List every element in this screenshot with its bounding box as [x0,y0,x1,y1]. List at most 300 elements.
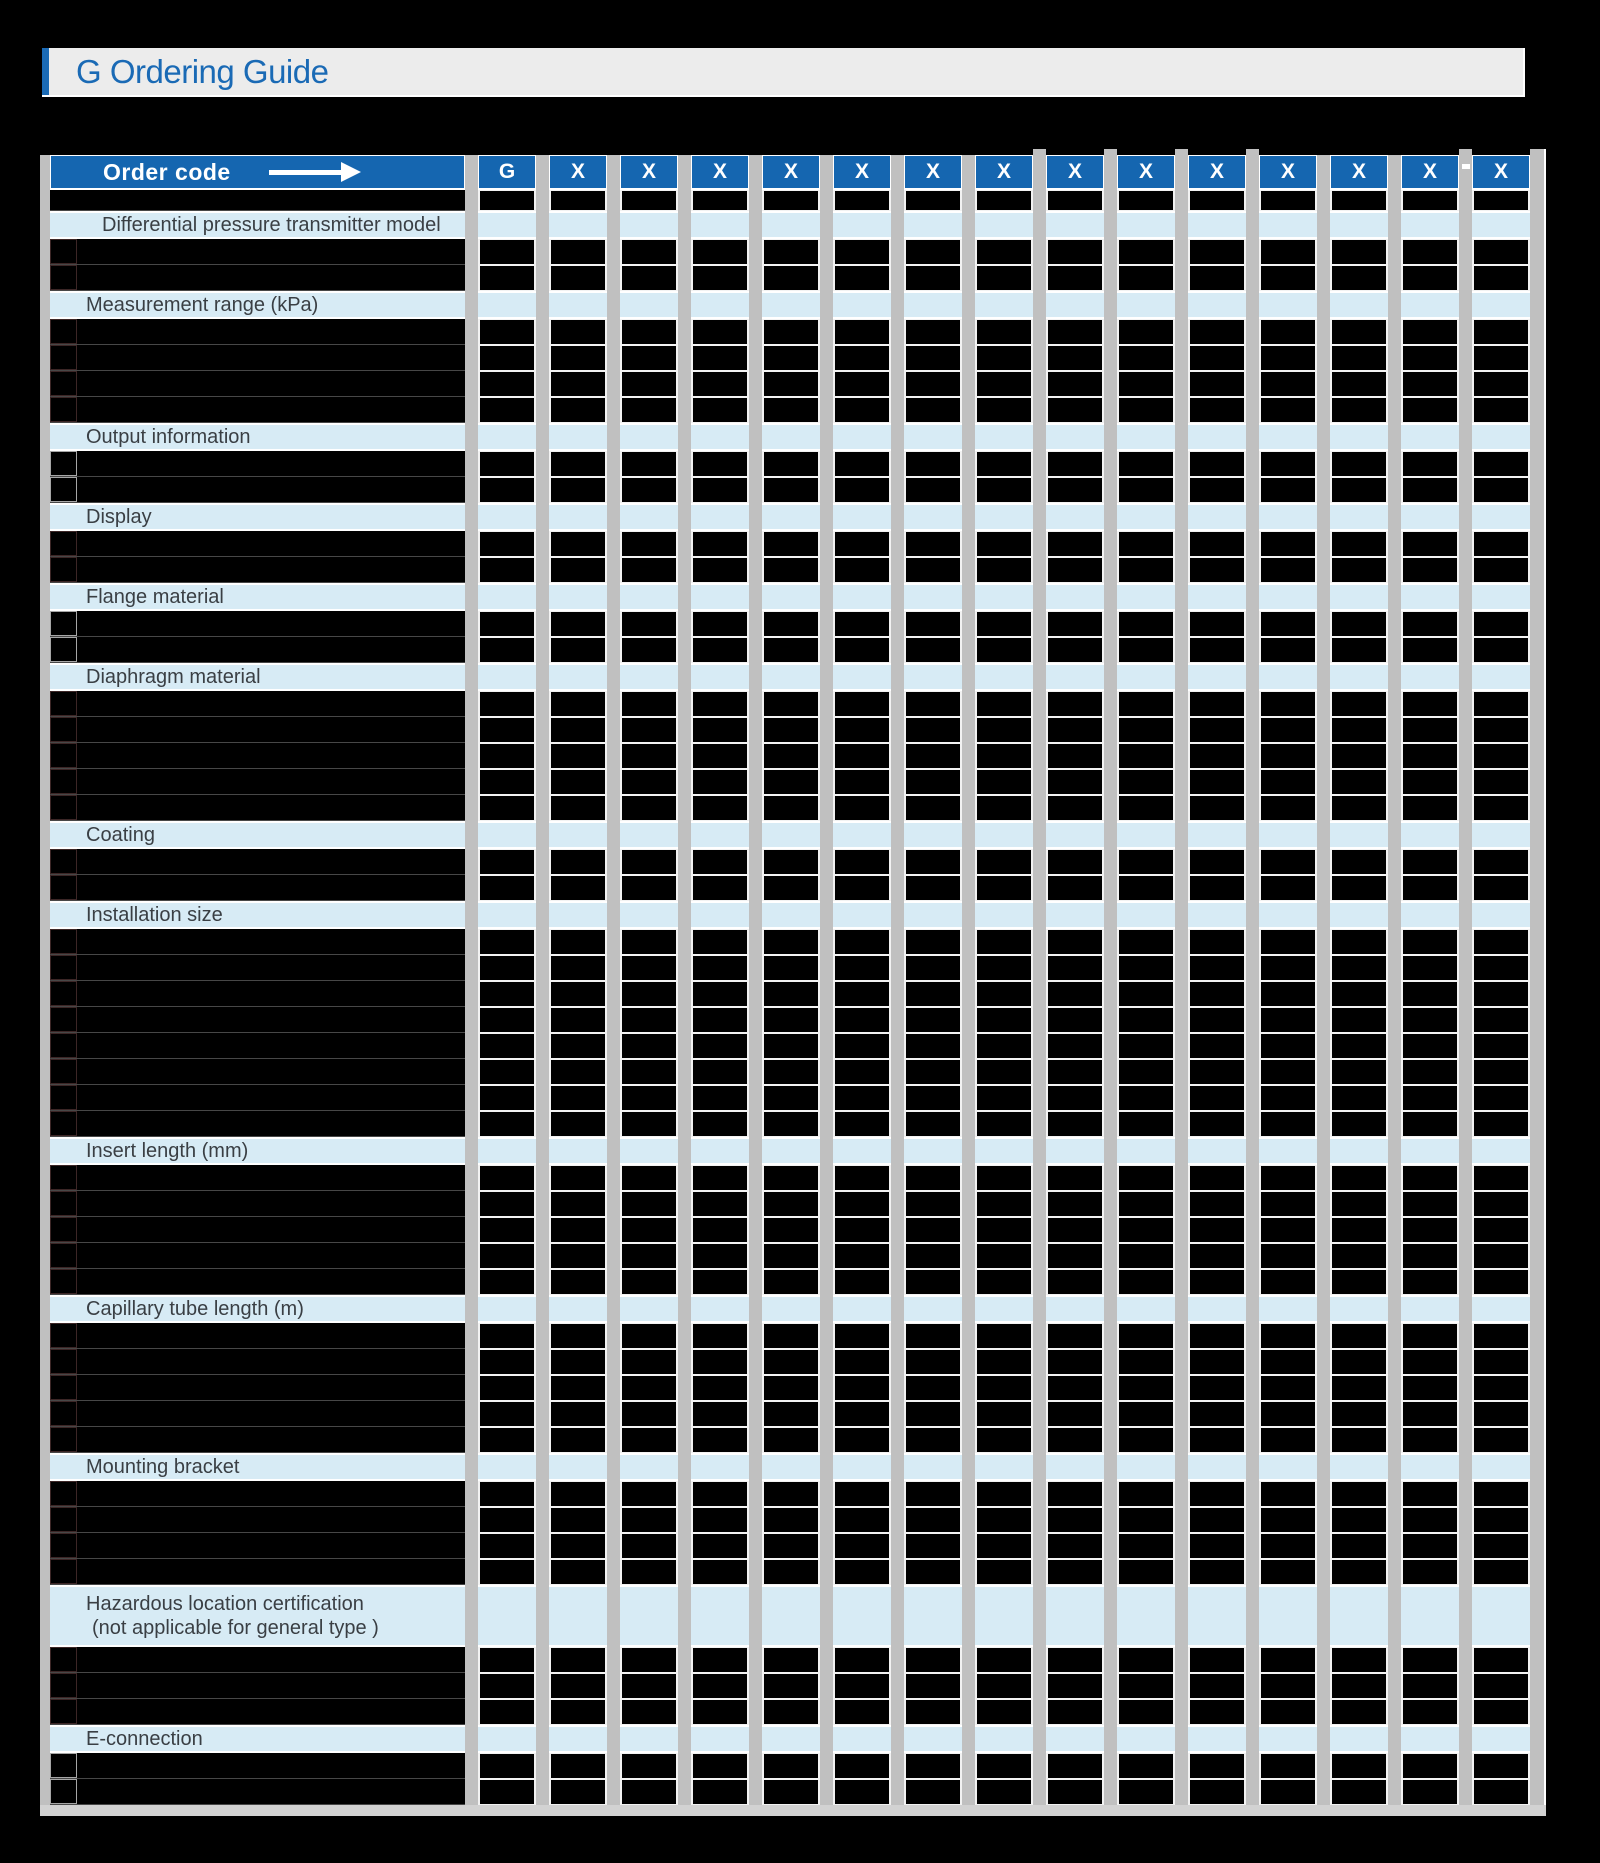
option-code-cell [1188,981,1246,1007]
option-code-cell [1188,1673,1246,1699]
option-code-cell [620,1753,678,1779]
option-code-cell [1330,1007,1388,1033]
option-code-cell [1188,929,1246,955]
option-code-cell [1330,849,1388,875]
order-column-header: X [1117,155,1175,190]
option-code-cell [1330,1085,1388,1111]
option-code-cell [904,1085,962,1111]
option-code-cell [1188,1269,1246,1295]
option-code-cell [1117,477,1175,503]
option-code-cell [620,345,678,371]
section-band [50,211,1530,239]
option-code-cell [549,769,607,795]
option-code-cell [1472,1165,1530,1191]
option-code-cell [1472,1507,1530,1533]
option-row [40,397,1546,423]
option-code-cell [1188,1533,1246,1559]
section-band [50,1453,1530,1481]
option-code-cell [1046,1673,1104,1699]
option-code-cell [904,743,962,769]
left-pad [40,1085,50,1111]
option-code-cell [1188,611,1246,637]
option-code-cell [691,1349,749,1375]
option-label-cell [50,769,465,795]
option-code-cell [1401,1533,1459,1559]
left-pad [40,397,50,423]
option-code-cell [549,717,607,743]
option-code-box [50,875,77,900]
option-code-cell [691,1699,749,1725]
section-label: Installation size [86,904,223,926]
option-code-cell [549,1033,607,1059]
option-code-cell [620,1647,678,1673]
option-code-cell [1401,1507,1459,1533]
option-label-cell [50,1111,465,1137]
option-code-cell [691,1191,749,1217]
option-code-cell [478,1559,536,1585]
option-code-cell [1472,1007,1530,1033]
option-code-cell [1401,319,1459,345]
code-area [478,1507,1530,1533]
option-code-cell [833,981,891,1007]
option-code-cell [549,345,607,371]
option-code-cell [1330,531,1388,557]
option-code-cell [1330,451,1388,477]
option-code-cell [1117,743,1175,769]
option-code-box [50,1401,77,1426]
option-code-cell [1188,265,1246,291]
left-pad [40,451,50,477]
option-row [40,1481,1546,1507]
option-code-cell [762,1481,820,1507]
option-code-cell [1472,1111,1530,1137]
option-code-cell [975,1033,1033,1059]
option-row [40,1753,1546,1779]
left-pad [40,190,50,211]
option-code-cell [478,929,536,955]
option-code-cell [762,1323,820,1349]
option-row [40,1647,1546,1673]
code-area [478,1111,1530,1137]
option-code-cell [691,1533,749,1559]
option-code-cell [762,795,820,821]
left-pad [40,1725,50,1753]
option-code-cell [1259,769,1317,795]
option-code-cell [833,1007,891,1033]
option-code-cell [549,397,607,423]
option-code-cell [833,875,891,901]
option-code-cell [904,1059,962,1085]
option-row [40,637,1546,663]
code-area [478,265,1530,291]
option-code-cell [975,1559,1033,1585]
option-code-cell [1472,1647,1530,1673]
option-code-box [50,1323,77,1348]
option-row [40,319,1546,345]
option-code-cell [975,239,1033,265]
option-code-cell [1117,1323,1175,1349]
option-code-cell [833,1401,891,1427]
option-code-cell [1401,1401,1459,1427]
option-code-cell [478,397,536,423]
option-code-cell [975,875,1033,901]
option-code-cell [762,531,820,557]
option-code-cell [1188,1059,1246,1085]
option-label-cell [50,849,465,875]
section-band-row [40,821,1546,849]
option-code-cell [549,1269,607,1295]
option-code-cell [549,1007,607,1033]
left-pad [40,211,50,239]
code-area [478,1085,1530,1111]
option-code-cell [1330,1323,1388,1349]
option-code-cell [691,1753,749,1779]
option-code-cell [1330,239,1388,265]
option-code-cell [1117,769,1175,795]
option-label-cell [50,1779,465,1805]
code-area [478,637,1530,663]
option-code-cell [620,1217,678,1243]
option-code-cell [1117,691,1175,717]
option-label-cell [50,557,465,583]
option-code-cell [1330,557,1388,583]
option-code-box [50,955,77,980]
option-label-cell [50,637,465,663]
option-row [40,451,1546,477]
left-pad [40,1507,50,1533]
option-code-cell [975,1191,1033,1217]
option-code-cell [904,1111,962,1137]
option-code-cell [833,1427,891,1453]
option-code-cell [833,637,891,663]
option-code-cell [549,929,607,955]
option-code-cell [1259,531,1317,557]
option-code-cell [1188,371,1246,397]
option-code-cell [1188,1085,1246,1111]
option-code-cell [1472,1059,1530,1085]
option-code-cell [478,1269,536,1295]
option-code-cell [762,1269,820,1295]
option-code-cell [833,1085,891,1111]
option-code-cell [1117,929,1175,955]
left-pad [40,345,50,371]
option-code-cell [1046,1269,1104,1295]
order-column-header: X [1259,155,1317,190]
option-code-cell [1117,955,1175,981]
option-row [40,1699,1546,1725]
order-code-label: Order code [103,158,231,185]
option-code-cell [1259,1401,1317,1427]
option-code-cell [691,717,749,743]
option-code-cell [1046,1699,1104,1725]
option-code-cell [904,1647,962,1673]
option-code-box [50,637,77,662]
option-code-cell [691,1217,749,1243]
option-code-cell [1117,795,1175,821]
option-row [40,1533,1546,1559]
option-code-cell [620,1191,678,1217]
option-code-cell [975,717,1033,743]
option-code-cell [1117,451,1175,477]
option-code-cell [1330,1533,1388,1559]
option-code-cell [478,1507,536,1533]
spacer-code-cell [833,190,891,211]
section-band-row [40,583,1546,611]
option-code-cell [1330,1349,1388,1375]
option-label-cell [50,1401,465,1427]
option-code-cell [1046,1111,1104,1137]
option-code-cell [549,1699,607,1725]
option-code-cell [1046,1191,1104,1217]
option-code-cell [478,1481,536,1507]
option-code-cell [1259,1533,1317,1559]
option-code-cell [1330,1779,1388,1805]
option-code-cell [1401,691,1459,717]
option-code-cell [478,691,536,717]
option-code-cell [762,477,820,503]
spacer-code-cell [1188,190,1246,211]
option-code-cell [549,1111,607,1137]
option-code-cell [1401,1111,1459,1137]
left-pad [40,1033,50,1059]
option-code-cell [833,1559,891,1585]
option-code-cell [478,1033,536,1059]
section-label: Differential pressure transmitter model [102,214,441,236]
left-pad [40,1349,50,1375]
option-code-cell [975,1699,1033,1725]
option-code-cell [691,955,749,981]
option-label-cell [50,477,465,503]
option-code-cell [1330,1699,1388,1725]
option-code-cell [1046,531,1104,557]
option-code-cell [620,1111,678,1137]
option-code-box [50,397,77,422]
option-code-cell [1330,955,1388,981]
option-code-cell [833,929,891,955]
option-code-cell [1401,397,1459,423]
option-code-cell [620,1033,678,1059]
option-code-cell [975,611,1033,637]
option-code-cell [478,1647,536,1673]
left-pad [40,1673,50,1699]
option-code-cell [833,477,891,503]
left-pad [40,691,50,717]
option-code-cell [762,345,820,371]
option-code-cell [691,981,749,1007]
option-code-cell [1401,531,1459,557]
left-pad [40,1059,50,1085]
table-rows [40,155,1546,1805]
option-code-cell [549,1559,607,1585]
option-code-cell [762,1085,820,1111]
option-code-cell [1259,1559,1317,1585]
order-column-header: X [762,155,820,190]
left-pad [40,155,50,190]
option-code-cell [1117,981,1175,1007]
option-code-cell [904,955,962,981]
option-code-cell [833,743,891,769]
option-code-cell [1259,1269,1317,1295]
option-code-cell [1046,981,1104,1007]
option-code-cell [1401,875,1459,901]
option-code-cell [1401,769,1459,795]
spacer-code-cell [1401,190,1459,211]
option-code-cell [1259,1111,1317,1137]
option-code-cell [478,1753,536,1779]
option-label-cell [50,1269,465,1295]
option-code-cell [833,319,891,345]
option-code-cell [691,531,749,557]
order-column-header: X [1472,155,1530,190]
option-code-cell [620,1349,678,1375]
option-label-cell [50,1699,465,1725]
section-label: E-connection [86,1728,203,1750]
left-pad [40,1753,50,1779]
option-code-cell [975,1647,1033,1673]
option-code-cell [1259,1647,1317,1673]
option-code-cell [1188,1401,1246,1427]
left-pad [40,1243,50,1269]
option-code-cell [975,1007,1033,1033]
option-code-cell [975,451,1033,477]
option-code-cell [1046,397,1104,423]
option-code-cell [1046,1349,1104,1375]
option-code-cell [549,1779,607,1805]
code-area [478,981,1530,1007]
order-column-header: X [1188,155,1246,190]
option-code-cell [1259,239,1317,265]
option-code-cell [975,531,1033,557]
spacer-code-cell [1046,190,1104,211]
option-code-cell [1401,1243,1459,1269]
option-code-cell [1117,1349,1175,1375]
option-code-cell [620,1779,678,1805]
option-code-cell [1472,1033,1530,1059]
option-code-cell [1401,1779,1459,1805]
option-code-cell [1188,1033,1246,1059]
left-pad [40,1533,50,1559]
section-band-row [40,503,1546,531]
option-code-cell [1401,743,1459,769]
option-code-cell [1117,1481,1175,1507]
option-code-cell [975,1269,1033,1295]
option-code-cell [1188,531,1246,557]
code-area [478,1007,1530,1033]
option-code-cell [1259,1007,1317,1033]
option-code-cell [1330,1243,1388,1269]
option-code-cell [904,397,962,423]
option-code-cell [1472,345,1530,371]
code-area [478,1059,1530,1085]
left-pad [40,743,50,769]
option-code-cell [904,637,962,663]
code-area [478,190,1530,211]
option-code-cell [549,1085,607,1111]
option-code-cell [1472,371,1530,397]
option-code-cell [833,1059,891,1085]
option-code-box [50,1033,77,1058]
option-code-cell [549,265,607,291]
option-code-cell [904,1673,962,1699]
option-code-cell [833,1323,891,1349]
option-row [40,769,1546,795]
option-code-cell [620,1699,678,1725]
code-area [478,557,1530,583]
option-code-cell [1117,1165,1175,1191]
option-code-cell [1117,1753,1175,1779]
option-code-cell [1117,239,1175,265]
option-code-cell [1117,319,1175,345]
option-code-cell [1259,319,1317,345]
option-code-cell [1188,717,1246,743]
option-code-cell [1188,1165,1246,1191]
section-label: Display [86,506,152,528]
section-band [50,583,1530,611]
option-row [40,531,1546,557]
title-bar [42,48,1525,97]
option-code-cell [762,1217,820,1243]
option-code-cell [762,239,820,265]
section-label: Insert length (mm) [86,1140,249,1162]
option-code-box [50,239,77,264]
option-code-cell [1188,849,1246,875]
spacer-code-cell [1330,190,1388,211]
option-code-cell [1330,1427,1388,1453]
code-area [478,1481,1530,1507]
option-code-cell [1472,397,1530,423]
option-code-cell [620,769,678,795]
option-label-cell [50,875,465,901]
option-code-cell [1188,1349,1246,1375]
option-code-cell [1188,1427,1246,1453]
option-code-cell [691,743,749,769]
left-pad [40,1217,50,1243]
option-code-cell [549,1243,607,1269]
option-code-cell [1046,1753,1104,1779]
option-code-cell [620,477,678,503]
option-row [40,1375,1546,1401]
option-code-cell [904,1533,962,1559]
option-code-cell [1259,1191,1317,1217]
option-code-cell [904,557,962,583]
option-code-cell [549,1673,607,1699]
option-code-cell [833,1349,891,1375]
option-code-cell [762,691,820,717]
left-pad [40,319,50,345]
section-band [50,821,1530,849]
option-row [40,1033,1546,1059]
option-label-cell [50,981,465,1007]
option-code-box [50,345,77,370]
order-column-header: X [620,155,678,190]
option-code-cell [762,1033,820,1059]
option-code-cell [549,557,607,583]
section-label: Mounting bracket [86,1456,240,1478]
option-code-cell [620,1269,678,1295]
option-label-cell [50,1349,465,1375]
option-code-cell [762,1699,820,1725]
option-code-cell [1401,1699,1459,1725]
option-code-cell [1259,1217,1317,1243]
option-label-cell [50,1085,465,1111]
option-code-cell [1117,345,1175,371]
option-code-cell [1472,557,1530,583]
option-code-cell [1188,1217,1246,1243]
option-row [40,265,1546,291]
order-column-header: X [904,155,962,190]
option-label-cell [50,1243,465,1269]
option-label-cell [50,1165,465,1191]
